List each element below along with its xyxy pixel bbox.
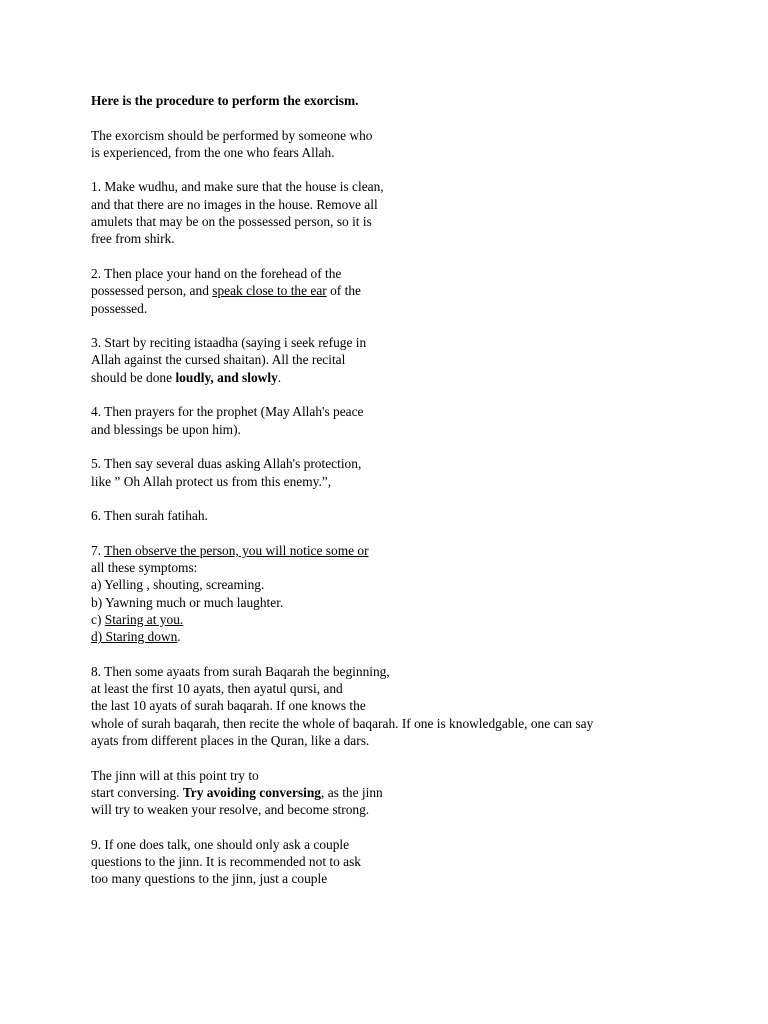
bold-text: Try avoiding conversing (182, 784, 321, 800)
text-line: is experienced, from the one who fears Allah. (91, 144, 335, 160)
step-1-paragraph (91, 178, 731, 247)
text-segment: start conversing. (91, 784, 183, 800)
text-segment: . (277, 369, 282, 385)
text-segment: of the (326, 283, 361, 299)
text-line: will try to weaken your resolve, and become strong. (91, 802, 370, 818)
text-line: 1. Make wudhu, and make sure that the house is clean, (91, 179, 384, 195)
jinn-paragraph (91, 767, 731, 819)
underlined-text: speak close to the ear (212, 283, 327, 299)
step-5-paragraph (91, 455, 731, 490)
text-line: 8. Then some ayaats from surah Baqarah the beginning, (91, 663, 390, 679)
text-line (91, 784, 731, 801)
text-segment: should be done (91, 369, 176, 385)
symptom-item (91, 628, 731, 645)
text-line: questions to the jinn. It is recommended not to ask (91, 854, 362, 870)
text-line: and blessings be upon him). (91, 421, 241, 437)
text-line: all these symptoms: (91, 560, 198, 576)
symptom-item (91, 611, 731, 628)
step-2-paragraph (91, 265, 731, 317)
text-line: possessed. (91, 300, 148, 316)
text-line: 5. Then say several duas asking Allah's protection, (91, 456, 362, 472)
text-line: free from shirk. (91, 231, 175, 247)
text-line: The exorcism should be performed by someone who (91, 127, 373, 143)
symptom-item: a) Yelling , shouting, screaming. (91, 577, 265, 593)
text-line: at least the first 10 ayats, then ayatul qursi, and (91, 681, 343, 697)
text-line: ayats from different places in the Quran, like a dars. (91, 732, 370, 748)
text-segment: c) (91, 611, 105, 627)
text-line: Allah against the cursed shaitan). All the recital (91, 352, 346, 368)
bold-text: loudly, and slowly (175, 369, 278, 385)
text-line (91, 369, 731, 386)
document-body (91, 92, 731, 888)
intro-paragraph (91, 127, 731, 162)
text-line (91, 282, 731, 299)
underlined-text: Then observe the person, you will notice some or (104, 542, 369, 558)
text-segment: , as the jinn (321, 784, 383, 800)
underlined-text: d) Staring down (91, 629, 178, 645)
text-line: whole of surah baqarah, then recite the whole of baqarah. If one is knowledgable, one can say (91, 715, 594, 731)
text-line: 4. Then prayers for the prophet (May Allah's peace (91, 404, 364, 420)
text-segment: possessed person, and (91, 283, 213, 299)
text-line: The jinn will at this point try to (91, 767, 259, 783)
underlined-text: Staring at you. (104, 611, 184, 627)
step-6-paragraph: 6. Then surah fatihah. (91, 508, 208, 524)
text-line: the last 10 ayats of surah baqarah. If one knows the (91, 698, 366, 714)
text-line: and that there are no images in the house. Remove all (91, 196, 378, 212)
step-3-paragraph (91, 334, 731, 386)
text-line: 2. Then place your hand on the forehead of the (91, 265, 342, 281)
step-4-paragraph (91, 403, 731, 438)
text-segment: . (177, 629, 181, 645)
text-line: 9. If one does talk, one should only ask a couple (91, 836, 350, 852)
document-title: Here is the procedure to perform the exorcism. (91, 93, 359, 108)
symptom-item: b) Yawning much or much laughter. (91, 594, 284, 610)
text-line (91, 542, 731, 559)
text-line: too many questions to the jinn, just a couple (91, 871, 328, 887)
step-8-paragraph (91, 663, 731, 749)
step-9-paragraph (91, 836, 731, 888)
text-line: amulets that may be on the possessed person, so it is (91, 214, 372, 230)
text-line: 3. Start by reciting istaadha (saying i seek refuge in (91, 335, 367, 351)
text-segment: 7. (91, 542, 105, 558)
step-7-paragraph (91, 542, 731, 646)
text-line: like ” Oh Allah protect us from this enemy.”, (91, 473, 332, 489)
